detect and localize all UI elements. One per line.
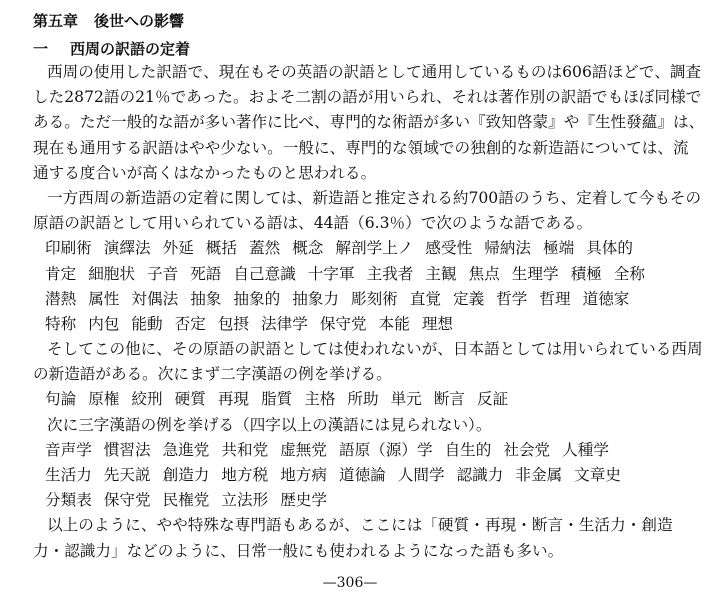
word-item: 音声学 — [45, 440, 92, 459]
word-item: 特称 — [45, 314, 77, 333]
word-item: 共和党 — [221, 440, 269, 459]
word-item: 文章史 — [574, 466, 621, 484]
word-item: 哲学 — [496, 289, 528, 308]
word-item: 概括 — [205, 239, 237, 258]
word-item: 定義 — [453, 289, 485, 308]
word-item: 民権党 — [162, 491, 210, 510]
word-item: 分類表 — [45, 491, 92, 510]
word-item: 積極 — [570, 264, 602, 283]
word-item: 概念 — [292, 239, 324, 258]
word-item: 人間学 — [397, 466, 445, 484]
word-item: 十字軍 — [307, 264, 355, 283]
text-line: 通する度合いが高くはなかったものと思われる。 — [33, 163, 377, 182]
word-item: 解剖学上ノ — [335, 239, 414, 258]
word-item: 属性 — [88, 289, 120, 308]
word-item: 抽象的 — [233, 289, 281, 308]
word-item: 感受性 — [425, 239, 473, 258]
word-item: 道徳論 — [338, 466, 386, 484]
word-item: 虚無党 — [280, 440, 327, 459]
word-item: 哲理 — [539, 289, 571, 308]
word-item: 人種学 — [562, 440, 609, 459]
word-list-three-char — [33, 438, 673, 514]
text-line: 次に三字漢語の例を挙げる（四字以上の漢語には見られない）。 — [47, 415, 492, 434]
word-item: 肯定 — [45, 264, 77, 283]
word-item: 細胞状 — [88, 264, 135, 283]
word-item: 絞刑 — [131, 390, 163, 409]
word-item: 蓋然 — [249, 239, 281, 258]
word-item: 立法形 — [221, 491, 269, 510]
word-item: 主格 — [304, 390, 336, 409]
word-item: 抽象 — [190, 289, 222, 308]
word-item: 所助 — [347, 390, 379, 409]
word-item: 潜熱 — [45, 289, 77, 308]
text-line: し た 2 8 7 2 語 の 2 1 ％ で あ っ た 。 お よ そ 二 割 の 語 が 用 い ら れ 、 そ れ は 著 作 別 の 訳 語 で も ほ ぼ 同 様 で — [33, 88, 702, 107]
word-item: 彫刻術 — [351, 289, 398, 308]
word-item: 具体的 — [586, 239, 633, 258]
word-item: 地方税 — [221, 466, 269, 484]
word-item: 歴史学 — [280, 491, 327, 510]
word-item: 慣習法 — [103, 440, 151, 459]
word-row — [33, 236, 673, 261]
text-line: そ し て こ の 他 に 、 そ の 原 語 の 訳 語 と し て は 使 わ れ な い が 、 日 本 語 と し て は 用 い ら れ て い る 西 周 — [47, 340, 703, 359]
word-item: 能動 — [131, 314, 163, 333]
section-heading — [33, 38, 190, 59]
word-row — [33, 287, 673, 312]
word-item: 地方病 — [280, 466, 327, 484]
word-item: 社会党 — [503, 440, 551, 459]
word-item: 硬質 — [174, 390, 206, 409]
word-item: 句論 — [45, 390, 77, 409]
text-line: 現 在 も 通 用 す る 訳 語 は や や 少 な い 。 一 般 に 、 専 門 的 な 領 域 で の 独 創 的 な 新 造 語 に つ い て は 、 流 — [33, 138, 689, 157]
word-item: 否定 — [174, 314, 206, 333]
chapter-title: 後世への影響 — [94, 12, 185, 30]
word-item: 生活力 — [45, 466, 92, 484]
word-item: 先天説 — [103, 466, 151, 484]
text-line: の新造語がある。次にまず二字漢語の例を挙げる。 — [33, 365, 392, 384]
word-item: 対偶法 — [131, 289, 179, 308]
word-item: 単元 — [390, 390, 422, 409]
section-number: 一 — [33, 40, 49, 58]
word-row — [33, 438, 673, 463]
word-item: 再現 — [217, 390, 250, 409]
chapter-number: 第五章 — [33, 12, 79, 30]
word-item: 帰納法 — [484, 239, 531, 258]
word-item: 創造力 — [162, 466, 210, 484]
section-title: 西周の訳語の定着 — [70, 40, 191, 58]
word-row — [33, 262, 673, 287]
word-item: 外延 — [162, 239, 194, 258]
word-item: 生理学 — [511, 264, 559, 283]
word-item: 語原（源）学 — [338, 440, 433, 459]
word-item: 包摂 — [217, 314, 250, 333]
word-item: 子音 — [147, 264, 179, 283]
word-item: 直覚 — [409, 289, 441, 308]
word-item: 死語 — [190, 264, 222, 283]
word-item: 法律学 — [261, 314, 308, 333]
word-row — [33, 312, 673, 337]
word-item: 演繹法 — [103, 239, 151, 258]
word-item: 保守党 — [319, 314, 367, 333]
word-item: 抽象力 — [292, 289, 339, 308]
word-item: 自生的 — [444, 440, 492, 459]
word-item: 理想 — [421, 314, 454, 333]
word-item: 本能 — [378, 314, 410, 333]
word-item: 自己意識 — [233, 264, 296, 283]
page-number: —306— — [322, 575, 378, 591]
word-row — [33, 387, 673, 412]
text-line: 西 周 の 使 用 し た 訳 語 で 、 現 在 も そ の 英 語 の 訳 語 と し て 通 用 し て い る も の は 6 0 6 語 ほ ど で 、 調 査 — [47, 63, 702, 81]
chapter-heading — [33, 10, 184, 31]
word-item: 認識力 — [456, 466, 504, 484]
word-item: 極端 — [542, 239, 575, 258]
word-item: 反証 — [477, 390, 509, 409]
word-item: 脂質 — [261, 390, 293, 409]
text-line: 以 上 の よ う に 、 や や 特 殊 な 専 門 語 も あ る が 、 こ こ に は 「 硬 質 ・ 再 現 ・ 断 言 ・ 生 活 力 ・ 創 造 — [47, 516, 673, 535]
text-line: あ る 。 た だ 一 般 的 な 語 が 多 い 著 作 に 比 べ 、 専 門 的 な 術 語 が 多 い 『 致 知 啓 蒙 』 や 『 生 性 發 蘊 』 は 、 — [33, 113, 704, 132]
word-item: 急進党 — [162, 440, 210, 459]
word-item: 原権 — [88, 390, 120, 409]
word-item: 印刷術 — [45, 239, 92, 258]
word-list-two-char — [33, 387, 673, 412]
word-item: 道徳家 — [582, 289, 630, 308]
text-line: 原語の訳語として用いられている語は、44語（6.3％）で次のような語である。 — [33, 214, 593, 233]
word-item: 全称 — [613, 264, 645, 283]
text-line: 力・認識力」などのように、日常一般にも使われるようになった語も多い。 — [33, 541, 564, 560]
word-item: 焦点 — [468, 264, 500, 283]
word-item: 主我者 — [366, 264, 414, 283]
word-item: 主観 — [425, 264, 457, 283]
word-item: 内包 — [88, 314, 120, 333]
word-item: 非金属 — [515, 466, 563, 484]
word-item: 保守党 — [103, 491, 151, 510]
body-text — [33, 60, 704, 564]
word-row — [33, 463, 673, 488]
word-row — [33, 488, 673, 513]
word-item: 断言 — [433, 390, 466, 409]
text-line: 一 方 西 周 の 新 造 語 の 定 着 に 関 し て は 、 新 造 語 と 推 定 さ れ る 約 7 0 0 語 の う ち 、 定 着 し て 今 も そ の — [47, 188, 702, 207]
word-list-established — [33, 236, 673, 337]
